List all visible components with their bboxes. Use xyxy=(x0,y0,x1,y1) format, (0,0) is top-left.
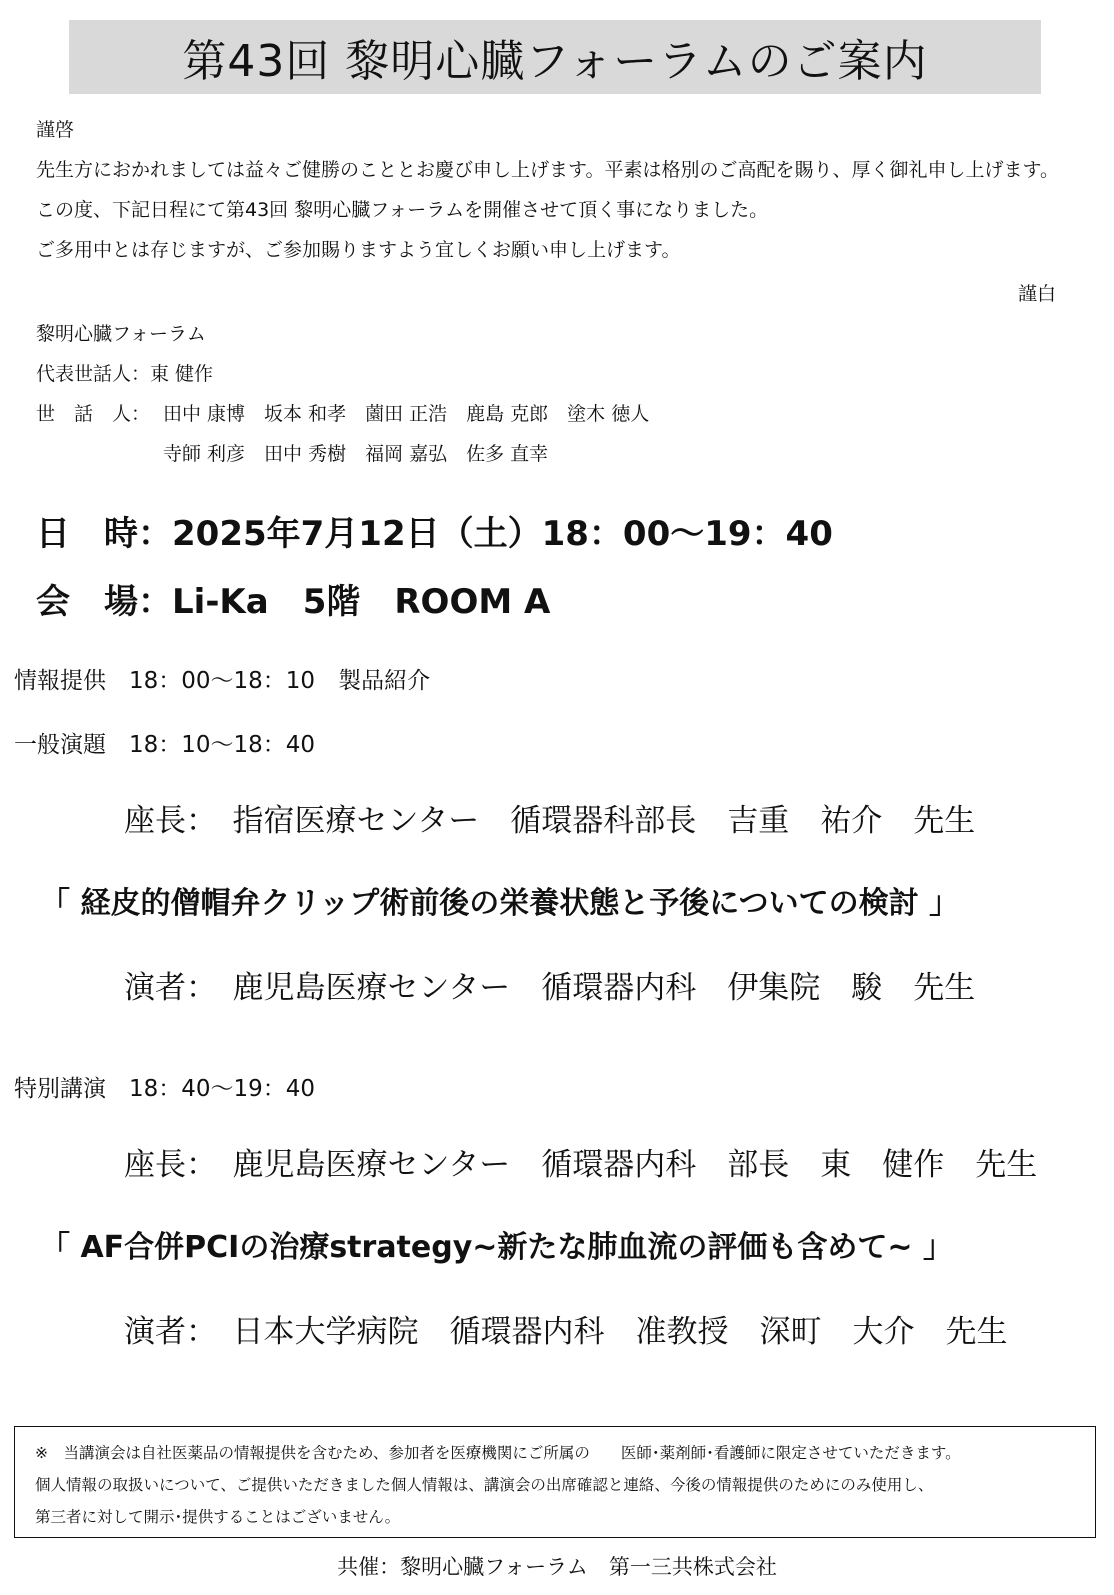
special-chair: 座長： 鹿児島医療センター 循環器内科 部長 東 健作 先生 xyxy=(124,1147,1038,1183)
title-banner xyxy=(69,20,1041,94)
general-speaker: 演者： 鹿児島医療センター 循環器内科 伊集院 駿 先生 xyxy=(124,970,976,1006)
general-chair: 座長： 指宿医療センター 循環器科部長 吉重 祐介 先生 xyxy=(124,803,976,839)
special-speaker: 演者： 日本大学病院 循環器内科 准教授 深町 大介 先生 xyxy=(124,1314,1008,1350)
greeting-line-3: ご多用中とは存じますが、ご参加賜りますよう宜しくお願い申し上げます。 xyxy=(36,239,681,261)
greeting-open: 謹啓 xyxy=(36,119,75,141)
greeting-line-2: この度、下記日程にて第43回 黎明心臓フォーラムを開催させて頂く事になりました。 xyxy=(36,199,769,221)
members-line-1: 田中 康博 坂本 和孝 薗田 正浩 鹿島 克郎 塗木 徳人 xyxy=(163,403,650,425)
notice-line-2: 個人情報の取扱いについて、ご提供いただきました個人情報は、講演会の出席確認と連絡、今後の情報提供のためにのみ使用し、 xyxy=(35,1476,934,1494)
members-line-2: 寺師 利彦 田中 秀樹 福岡 嘉弘 佐多 直幸 xyxy=(163,443,549,465)
general-topic: 「 経皮的僧帽弁クリップ術前後の栄養状態と予後についての検討 」 xyxy=(40,886,960,921)
notice-line-1: ※ 当講演会は自社医薬品の情報提供を含むため、参加者を医療機関にご所属の 医師･薬剤師･看護師に限定させていただきます。 xyxy=(35,1444,961,1462)
special-topic: 「 AF合併PCIの治療strategy~新たな肺血流の評価も含めて~ 」 xyxy=(40,1230,953,1265)
cosponsor-footer: 共催：黎明心臓フォーラム 第一三共株式会社 xyxy=(337,1555,777,1579)
page-title: 第43回 黎明心臓フォーラムのご案内 xyxy=(182,36,928,87)
members-label: 世 話 人： xyxy=(36,403,151,425)
greeting-close: 謹白 xyxy=(1017,283,1056,305)
notice-box xyxy=(14,1426,1096,1538)
greeting-line-1: 先生方におかれましては益々ご健勝のこととお慶び申し上げます。平素は格別のご高配を賜り、厚く御礼申し上げます。 xyxy=(36,159,1059,181)
event-venue: 会 場：Li-Ka 5階 ROOM A xyxy=(36,582,551,622)
general-session-heading: 一般演題 18：10～18：40 xyxy=(14,732,316,758)
event-datetime: 日 時：2025年7月12日（土）18：00～19：40 xyxy=(36,514,833,554)
notice-line-3: 第三者に対して開示･提供することはございません。 xyxy=(35,1508,401,1526)
special-session-heading: 特別講演 18：40～19：40 xyxy=(14,1076,316,1102)
info-session: 情報提供 18：00～18：10 製品紹介 xyxy=(14,668,431,694)
organizer-name: 黎明心臓フォーラム xyxy=(36,323,206,345)
representative: 代表世話人：東 健作 xyxy=(36,363,214,385)
